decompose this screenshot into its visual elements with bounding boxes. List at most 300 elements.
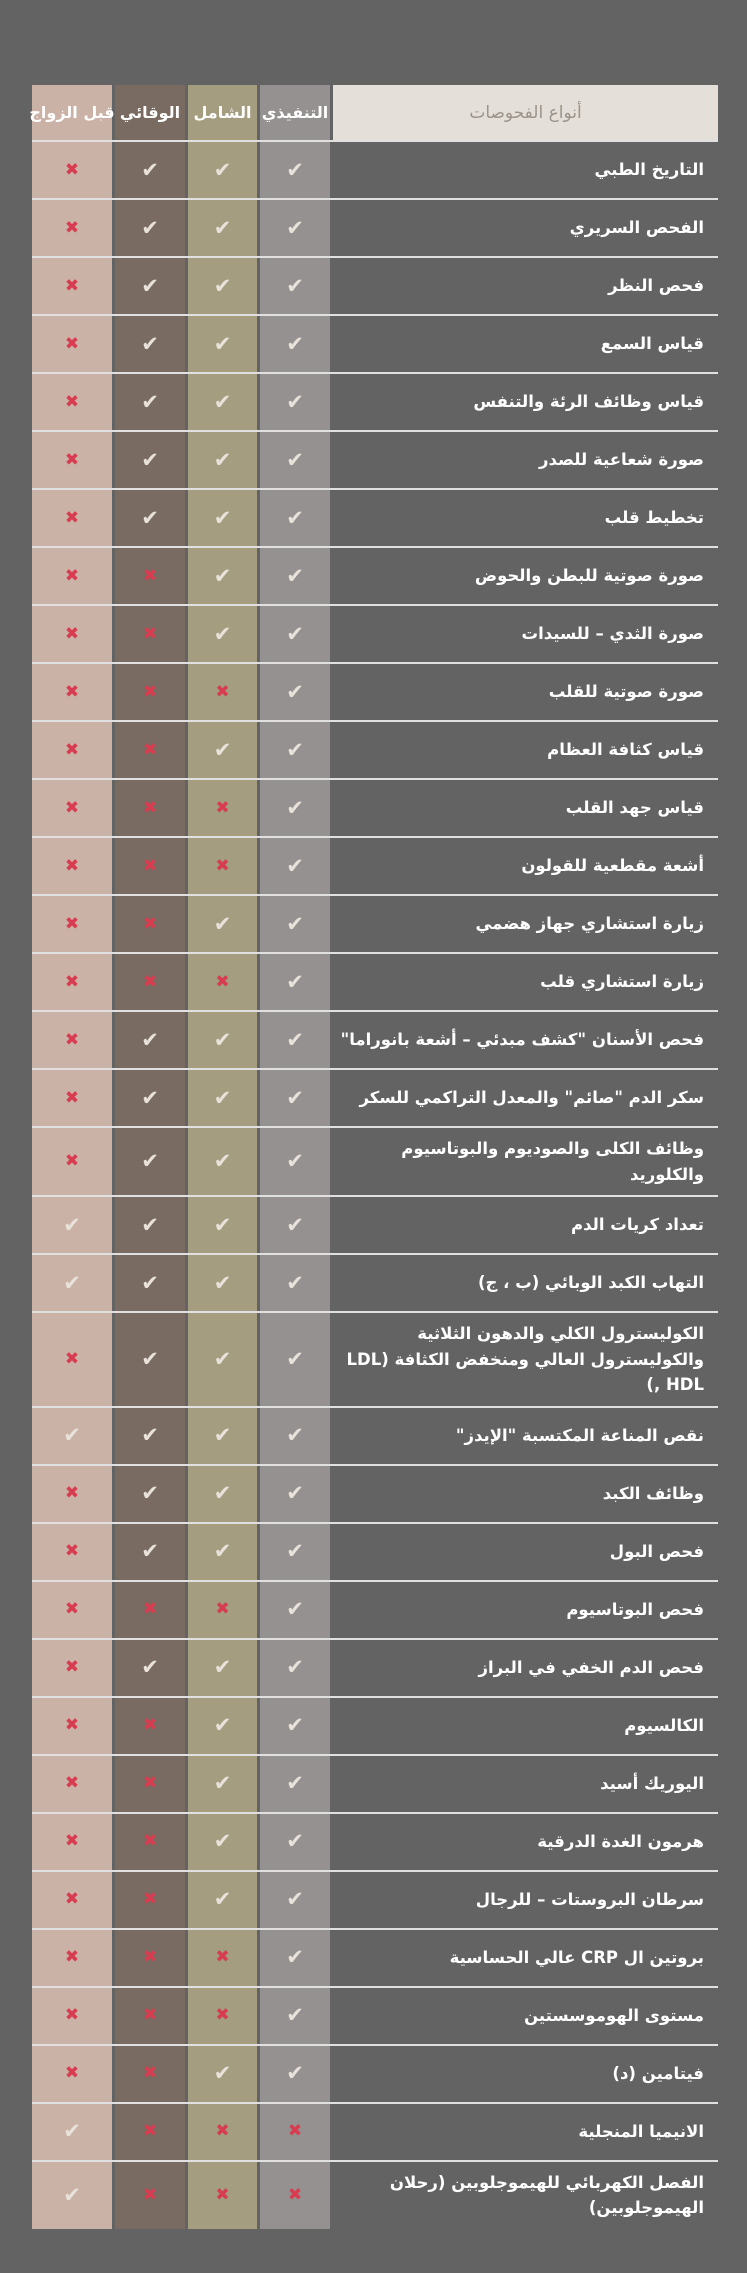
cross-icon: ✖ — [142, 2184, 158, 2205]
preventive-mark-cell — [115, 316, 185, 372]
table-row — [32, 606, 718, 664]
table-row — [32, 1698, 718, 1756]
executive-mark-cell — [260, 1128, 330, 1195]
premarital-mark-cell — [32, 374, 112, 430]
check-icon: ✔ — [286, 505, 304, 530]
comprehensive-mark-cell — [188, 1408, 257, 1464]
test-name: قياس كثافة العظام — [547, 740, 704, 760]
preventive-mark-cell — [115, 606, 185, 662]
test-name-cell — [333, 1698, 718, 1754]
test-name: فيتامين (د) — [612, 2064, 704, 2084]
cross-icon: ✖ — [215, 797, 230, 818]
table-row — [32, 954, 718, 1012]
check-icon: ✔ — [286, 1829, 304, 1854]
test-name: التهاب الكبد الوبائي (ب ، ج) — [478, 1273, 704, 1293]
cross-icon: ✖ — [142, 1715, 158, 1736]
test-name-cell — [333, 1070, 718, 1126]
cross-icon: ✖ — [64, 1599, 80, 1620]
cross-icon: ✖ — [142, 623, 158, 644]
premarital-mark-cell — [32, 1197, 112, 1253]
table-row — [32, 200, 718, 258]
check-icon: ✔ — [286, 2061, 304, 2086]
comprehensive-mark-cell — [188, 1012, 257, 1068]
test-name: وظائف الكلى والصوديوم والبوتاسيوم والكلوريد — [401, 1139, 704, 1184]
comprehensive-mark-cell — [188, 1698, 257, 1754]
cross-icon: ✖ — [64, 971, 80, 992]
test-name-cell — [333, 1313, 718, 1406]
check-icon: ✔ — [63, 2182, 81, 2207]
table-header-row — [29, 85, 718, 142]
premarital-mark-cell — [32, 1930, 112, 1986]
comprehensive-mark-cell — [188, 1814, 257, 1870]
check-icon: ✔ — [213, 1270, 232, 1295]
table-row — [32, 2162, 718, 2229]
executive-mark-cell — [260, 1698, 330, 1754]
preventive-mark-cell — [115, 954, 185, 1010]
table-row — [32, 1070, 718, 1128]
check-icon: ✔ — [213, 1027, 232, 1052]
check-icon: ✔ — [63, 2119, 81, 2144]
cross-icon: ✖ — [64, 275, 80, 296]
comprehensive-mark-cell — [188, 490, 257, 546]
check-icon: ✔ — [213, 1085, 232, 1110]
preventive-mark-cell — [115, 1988, 185, 2044]
test-name-cell — [333, 954, 718, 1010]
premarital-mark-cell — [32, 1070, 112, 1126]
cross-icon: ✖ — [64, 1029, 80, 1050]
cross-icon: ✖ — [142, 971, 158, 992]
comprehensive-mark-cell — [188, 1872, 257, 1928]
check-icon: ✔ — [141, 505, 159, 530]
check-icon: ✔ — [286, 389, 304, 414]
comprehensive-mark-cell — [188, 548, 257, 604]
preventive-mark-cell — [115, 722, 185, 778]
check-icon: ✔ — [286, 1346, 304, 1371]
cross-icon: ✖ — [142, 2121, 158, 2142]
cross-icon: ✖ — [64, 2005, 80, 2026]
test-name: زيارة استشاري جهاز هضمي — [475, 914, 704, 934]
cross-icon: ✖ — [215, 2121, 230, 2142]
cross-icon: ✖ — [215, 681, 230, 702]
check-icon: ✔ — [141, 215, 159, 240]
check-icon: ✔ — [213, 1887, 232, 1912]
test-name: فحص الدم الخفي في البراز — [478, 1658, 704, 1678]
table-row — [32, 142, 718, 200]
preventive-mark-cell — [115, 1408, 185, 1464]
test-name-cell — [333, 200, 718, 256]
check-icon: ✔ — [286, 1713, 304, 1738]
check-icon: ✔ — [286, 853, 304, 878]
cross-icon: ✖ — [64, 1947, 80, 1968]
comprehensive-mark-cell — [188, 1466, 257, 1522]
test-name-cell — [333, 316, 718, 372]
preventive-mark-cell — [115, 1313, 185, 1406]
preventive-mark-cell — [115, 780, 185, 836]
test-name: الكالسيوم — [624, 1716, 704, 1736]
test-name-cell — [333, 1524, 718, 1580]
check-icon: ✔ — [213, 1771, 232, 1796]
test-name-cell — [333, 1408, 718, 1464]
check-icon: ✔ — [213, 911, 232, 936]
table-row — [32, 1128, 718, 1197]
check-icon: ✔ — [141, 1212, 159, 1237]
preventive-mark-cell — [115, 432, 185, 488]
test-name: صورة الثدي – للسيدات — [521, 624, 704, 644]
executive-mark-cell — [260, 374, 330, 430]
check-icon: ✔ — [141, 389, 159, 414]
table-body — [32, 142, 718, 2229]
comprehensive-mark-cell — [188, 142, 257, 198]
cross-icon: ✖ — [64, 1657, 80, 1678]
check-icon: ✔ — [213, 621, 232, 646]
executive-mark-cell — [260, 1988, 330, 2044]
preventive-mark-cell — [115, 1197, 185, 1253]
premarital-mark-cell — [32, 1255, 112, 1311]
test-name-cell — [333, 1640, 718, 1696]
test-name-cell — [333, 896, 718, 952]
executive-mark-cell — [260, 664, 330, 720]
premarital-mark-cell — [32, 1872, 112, 1928]
cross-icon: ✖ — [64, 507, 80, 528]
test-name-cell — [333, 780, 718, 836]
check-icon: ✔ — [63, 1212, 81, 1237]
test-name: صورة صوتية للقلب — [548, 682, 704, 702]
test-name-cell — [333, 1814, 718, 1870]
premarital-mark-cell — [32, 606, 112, 662]
check-icon: ✔ — [213, 1539, 232, 1564]
test-name: فحص البوتاسيوم — [566, 1600, 704, 1620]
preventive-mark-cell — [115, 2162, 185, 2229]
table-row — [32, 1255, 718, 1313]
executive-mark-cell — [260, 1524, 330, 1580]
comprehensive-mark-cell — [188, 316, 257, 372]
executive-mark-cell — [260, 2162, 330, 2229]
premarital-mark-cell — [32, 954, 112, 1010]
check-icon: ✔ — [286, 1539, 304, 1564]
cross-icon: ✖ — [215, 2184, 230, 2205]
premarital-mark-cell — [32, 2162, 112, 2229]
check-icon: ✔ — [286, 1481, 304, 1506]
executive-mark-cell — [260, 142, 330, 198]
test-name-cell — [333, 1930, 718, 1986]
cross-icon: ✖ — [215, 971, 230, 992]
column-header-comprehensive: الشامل — [188, 85, 257, 140]
cross-icon: ✖ — [64, 1151, 80, 1172]
check-icon: ✔ — [286, 215, 304, 240]
table-row — [32, 1408, 718, 1466]
table-row — [32, 1197, 718, 1255]
check-icon: ✔ — [286, 563, 304, 588]
check-icon: ✔ — [213, 273, 232, 298]
table-row — [32, 1466, 718, 1524]
premarital-mark-cell — [32, 1466, 112, 1522]
premarital-mark-cell — [32, 1408, 112, 1464]
test-name-cell — [333, 1012, 718, 1068]
check-icon: ✔ — [213, 563, 232, 588]
preventive-mark-cell — [115, 1872, 185, 1928]
preventive-mark-cell — [115, 490, 185, 546]
cross-icon: ✖ — [64, 159, 80, 180]
check-icon: ✔ — [213, 505, 232, 530]
executive-mark-cell — [260, 1313, 330, 1406]
preventive-mark-cell — [115, 200, 185, 256]
test-name: قياس وظائف الرئة والتنفس — [473, 392, 704, 412]
comprehensive-mark-cell — [188, 780, 257, 836]
check-icon: ✔ — [286, 1027, 304, 1052]
cross-icon: ✖ — [64, 333, 80, 354]
executive-mark-cell — [260, 1872, 330, 1928]
check-icon: ✔ — [141, 1149, 159, 1174]
test-name: نقص المناعة المكتسبة "الإيدز" — [455, 1426, 704, 1446]
preventive-mark-cell — [115, 1012, 185, 1068]
cross-icon: ✖ — [142, 1831, 158, 1852]
comprehensive-mark-cell — [188, 1756, 257, 1812]
premarital-mark-cell — [32, 1756, 112, 1812]
cross-icon: ✖ — [64, 797, 80, 818]
table-row — [32, 1012, 718, 1070]
test-name-cell — [333, 1128, 718, 1195]
check-icon: ✔ — [63, 1423, 81, 1448]
test-name: الفصل الكهربائي للهيموجلوبين (رحلان الهيموجلوبين) — [389, 2172, 704, 2218]
preventive-mark-cell — [115, 1698, 185, 1754]
preventive-mark-cell — [115, 1814, 185, 1870]
comprehensive-mark-cell — [188, 896, 257, 952]
check-icon: ✔ — [286, 1655, 304, 1680]
test-name-cell — [333, 2162, 718, 2229]
comprehensive-mark-cell — [188, 2046, 257, 2102]
executive-mark-cell — [260, 2104, 330, 2160]
cross-icon: ✖ — [142, 1599, 158, 1620]
test-name: صورة شعاعية للصدر — [539, 450, 704, 470]
test-name-cell — [333, 432, 718, 488]
test-name: تخطيط قلب — [604, 508, 704, 528]
test-name-cell — [333, 142, 718, 198]
preventive-mark-cell — [115, 548, 185, 604]
test-name: تعداد كريات الدم — [571, 1215, 704, 1235]
comprehensive-mark-cell — [188, 432, 257, 488]
cross-icon: ✖ — [64, 565, 80, 586]
table-row — [32, 2104, 718, 2162]
check-icon: ✔ — [141, 331, 159, 356]
preventive-mark-cell — [115, 838, 185, 894]
check-icon: ✔ — [213, 1713, 232, 1738]
cross-icon: ✖ — [64, 739, 80, 760]
premarital-mark-cell — [32, 1012, 112, 1068]
test-name-cell — [333, 374, 718, 430]
cross-icon: ✖ — [142, 1773, 158, 1794]
check-icon: ✔ — [286, 1212, 304, 1237]
comprehensive-mark-cell — [188, 1128, 257, 1195]
checkup-comparison-table — [29, 85, 718, 2229]
premarital-mark-cell — [32, 258, 112, 314]
cross-icon: ✖ — [64, 1483, 80, 1504]
table-row — [32, 722, 718, 780]
check-icon: ✔ — [286, 331, 304, 356]
check-icon: ✔ — [286, 273, 304, 298]
executive-mark-cell — [260, 1408, 330, 1464]
cross-icon: ✖ — [64, 1541, 80, 1562]
premarital-mark-cell — [32, 548, 112, 604]
executive-mark-cell — [260, 606, 330, 662]
executive-mark-cell — [260, 1756, 330, 1812]
test-name: قياس جهد القلب — [565, 798, 704, 818]
executive-mark-cell — [260, 954, 330, 1010]
executive-mark-cell — [260, 2046, 330, 2102]
check-icon: ✔ — [141, 1423, 159, 1448]
test-name: الانيميا المنجلية — [578, 2122, 704, 2142]
comprehensive-mark-cell — [188, 664, 257, 720]
table-row — [32, 374, 718, 432]
executive-mark-cell — [260, 316, 330, 372]
cross-icon: ✖ — [64, 855, 80, 876]
preventive-mark-cell — [115, 1640, 185, 1696]
table-row — [32, 1988, 718, 2046]
check-icon: ✔ — [141, 1481, 159, 1506]
premarital-mark-cell — [32, 1582, 112, 1638]
table-row — [32, 1524, 718, 1582]
test-name: فحص النظر — [608, 276, 704, 296]
test-name-cell — [333, 1466, 718, 1522]
table-row — [32, 490, 718, 548]
executive-mark-cell — [260, 722, 330, 778]
check-icon: ✔ — [141, 273, 159, 298]
cross-icon: ✖ — [142, 913, 158, 934]
cross-icon: ✖ — [64, 2063, 80, 2084]
test-name: وظائف الكبد — [602, 1484, 704, 1504]
premarital-mark-cell — [32, 838, 112, 894]
preventive-mark-cell — [115, 2104, 185, 2160]
comprehensive-mark-cell — [188, 1197, 257, 1253]
check-icon: ✔ — [286, 795, 304, 820]
check-icon: ✔ — [286, 621, 304, 646]
executive-mark-cell — [260, 896, 330, 952]
check-icon: ✔ — [286, 1945, 304, 1970]
premarital-mark-cell — [32, 1988, 112, 2044]
executive-mark-cell — [260, 1814, 330, 1870]
cross-icon: ✖ — [142, 565, 158, 586]
test-name: قياس السمع — [600, 334, 704, 354]
test-name-cell — [333, 2104, 718, 2160]
test-name: بروتين ال CRP عالي الحساسية — [449, 1948, 704, 1968]
table-row — [32, 1756, 718, 1814]
premarital-mark-cell — [32, 1640, 112, 1696]
table-row — [32, 316, 718, 374]
comprehensive-mark-cell — [188, 200, 257, 256]
preventive-mark-cell — [115, 142, 185, 198]
comprehensive-mark-cell — [188, 1988, 257, 2044]
check-icon: ✔ — [63, 1270, 81, 1295]
premarital-mark-cell — [32, 2046, 112, 2102]
test-name: هرمون الغدة الدرقية — [537, 1832, 704, 1852]
column-header-premarital: قبل الزواج — [32, 85, 112, 140]
test-name: زيارة استشاري قلب — [540, 972, 704, 992]
cross-icon: ✖ — [215, 2005, 230, 2026]
executive-mark-cell — [260, 838, 330, 894]
test-name-cell — [333, 1582, 718, 1638]
cross-icon: ✖ — [64, 1087, 80, 1108]
premarital-mark-cell — [32, 1698, 112, 1754]
check-icon: ✔ — [141, 447, 159, 472]
cross-icon: ✖ — [142, 739, 158, 760]
test-name: الكوليسترول الكلي والدهون الثلاثية والكوليسترول العالي ومنخفض الكثافة (LDL , HDL) — [346, 1324, 704, 1395]
preventive-mark-cell — [115, 2046, 185, 2102]
premarital-mark-cell — [32, 142, 112, 198]
cross-icon: ✖ — [142, 681, 158, 702]
preventive-mark-cell — [115, 1128, 185, 1195]
table-row — [32, 896, 718, 954]
preventive-mark-cell — [115, 374, 185, 430]
premarital-mark-cell — [32, 664, 112, 720]
executive-mark-cell — [260, 1255, 330, 1311]
check-icon: ✔ — [141, 1027, 159, 1052]
preventive-mark-cell — [115, 1582, 185, 1638]
cross-icon: ✖ — [64, 1831, 80, 1852]
premarital-mark-cell — [32, 1814, 112, 1870]
cross-icon: ✖ — [215, 855, 230, 876]
cross-icon: ✖ — [142, 2005, 158, 2026]
test-name-cell — [333, 1872, 718, 1928]
check-icon: ✔ — [141, 157, 159, 182]
check-icon: ✔ — [286, 1887, 304, 1912]
test-name: أشعة مقطعية للقولون — [521, 856, 704, 876]
executive-mark-cell — [260, 1930, 330, 1986]
cross-icon: ✖ — [142, 855, 158, 876]
preventive-mark-cell — [115, 1930, 185, 1986]
executive-mark-cell — [260, 1070, 330, 1126]
premarital-mark-cell — [32, 896, 112, 952]
cross-icon: ✖ — [142, 1947, 158, 1968]
table-row — [32, 1313, 718, 1408]
comprehensive-mark-cell — [188, 1582, 257, 1638]
preventive-mark-cell — [115, 1466, 185, 1522]
executive-mark-cell — [260, 490, 330, 546]
table-row — [32, 1640, 718, 1698]
test-name: اليوريك أسيد — [600, 1774, 704, 1794]
test-name-cell — [333, 1756, 718, 1812]
check-icon: ✔ — [286, 1149, 304, 1174]
test-name: صورة صوتية للبطن والحوض — [474, 566, 704, 586]
executive-mark-cell — [260, 1640, 330, 1696]
comprehensive-mark-cell — [188, 1313, 257, 1406]
check-icon: ✔ — [213, 1346, 232, 1371]
check-icon: ✔ — [286, 447, 304, 472]
cross-icon: ✖ — [215, 1947, 230, 1968]
tests-types-header: أنواع الفحوصات — [333, 85, 718, 140]
comprehensive-mark-cell — [188, 606, 257, 662]
executive-mark-cell — [260, 258, 330, 314]
premarital-mark-cell — [32, 490, 112, 546]
comprehensive-mark-cell — [188, 954, 257, 1010]
preventive-mark-cell — [115, 1756, 185, 1812]
check-icon: ✔ — [286, 1423, 304, 1448]
test-name: فحص الأسنان "كشف مبدئي – أشعة بانوراما" — [340, 1030, 704, 1050]
check-icon: ✔ — [286, 911, 304, 936]
check-icon: ✔ — [213, 1829, 232, 1854]
premarital-mark-cell — [32, 1313, 112, 1406]
preventive-mark-cell — [115, 258, 185, 314]
comprehensive-mark-cell — [188, 1524, 257, 1580]
cross-icon: ✖ — [287, 2184, 303, 2205]
test-name-cell — [333, 2046, 718, 2102]
check-icon: ✔ — [213, 157, 232, 182]
test-name: مستوى الهوموسستين — [524, 2006, 704, 2026]
column-header-preventive: الوقائي — [115, 85, 185, 140]
test-name: التاريخ الطبي — [594, 160, 704, 180]
cross-icon: ✖ — [142, 2063, 158, 2084]
cross-icon: ✖ — [64, 1889, 80, 1910]
cross-icon: ✖ — [64, 1773, 80, 1794]
check-icon: ✔ — [213, 389, 232, 414]
